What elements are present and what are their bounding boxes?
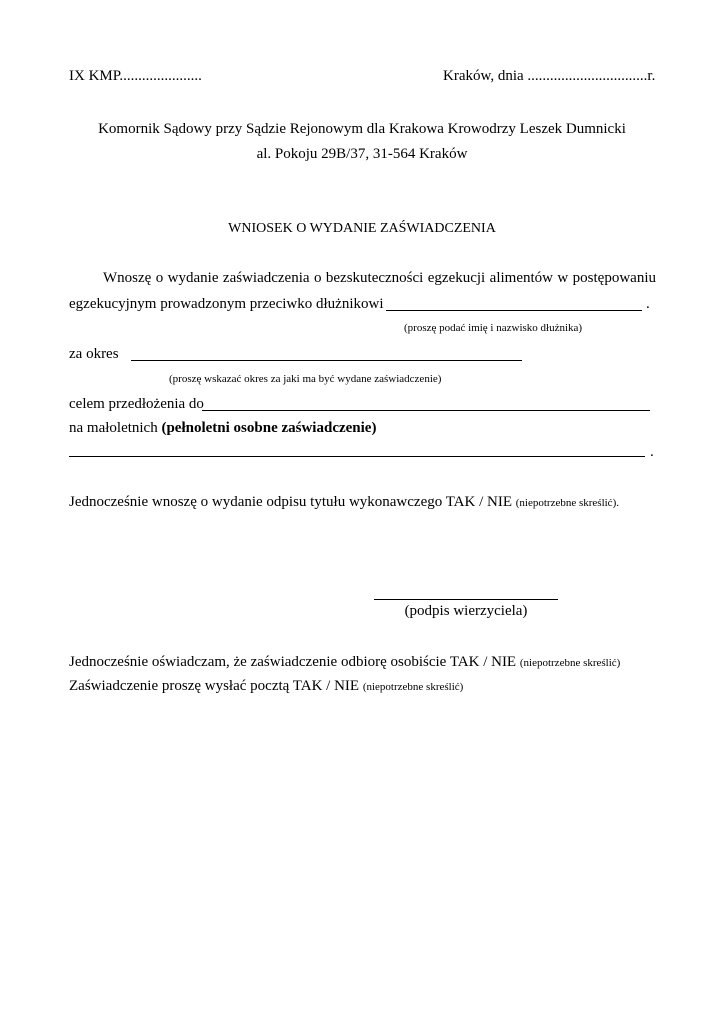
mail-hint: (niepotrzebne skreślić) bbox=[362, 681, 464, 693]
signature-line[interactable] bbox=[374, 585, 558, 600]
request-paragraph-line1: Wnoszę o wydanie zaświadczenia o bezskuteczności egzekucji alimentów w postępowaniu bbox=[103, 270, 656, 286]
debtor-label: egzekucyjnym prowadzonym przeciwko dłużnikowi bbox=[69, 296, 384, 312]
debtor-line-end: . bbox=[646, 296, 650, 312]
purpose-field[interactable] bbox=[202, 396, 650, 416]
place-and-date: Kraków, dnia ................................r. bbox=[443, 68, 656, 84]
period-field[interactable] bbox=[131, 346, 522, 366]
signature-label: (podpis wierzyciela) bbox=[404, 603, 528, 619]
document-title: WNIOSEK O WYDANIE ZAŚWIADCZENIA bbox=[228, 221, 496, 236]
debtor-name-line[interactable] bbox=[386, 296, 642, 311]
copy-request bbox=[69, 494, 619, 511]
extra-line[interactable] bbox=[69, 442, 645, 457]
purpose-line[interactable] bbox=[202, 396, 650, 411]
extra-line-end: . bbox=[650, 444, 654, 460]
case-reference: IX KMP...................... bbox=[69, 68, 202, 84]
signature-field[interactable] bbox=[374, 585, 558, 605]
extra-field[interactable] bbox=[69, 442, 645, 462]
period-line[interactable] bbox=[131, 346, 522, 361]
minors-bold-note: (pełnoletni osobne zaświadczenie) bbox=[161, 420, 377, 436]
bailiff-address: al. Pokoju 29B/37, 31-564 Kraków bbox=[256, 146, 468, 162]
minors-text: na małoletnich bbox=[69, 420, 162, 436]
pickup-hint: (niepotrzebne skreślić) bbox=[519, 657, 621, 669]
period-hint: (proszę wskazać okres za jaki ma być wydane zaświadczenie) bbox=[169, 373, 442, 385]
mail-text: Zaświadczenie proszę wysłać pocztą TAK / NIE bbox=[69, 678, 363, 694]
purpose-label: celem przedłożenia do bbox=[69, 396, 204, 412]
request-paragraph-line2 bbox=[69, 296, 384, 313]
pickup-declaration bbox=[69, 654, 620, 671]
period-label: za okres bbox=[69, 346, 119, 362]
minors-line bbox=[69, 420, 376, 437]
pickup-text: Jednocześnie oświadczam, że zaświadczenie odbiorę osobiście TAK / NIE bbox=[69, 654, 520, 670]
bailiff-name: Komornik Sądowy przy Sądzie Rejonowym dla Krakowa Krowodrzy Leszek Dumnicki bbox=[98, 121, 626, 137]
copy-request-text: Jednocześnie wnoszę o wydanie odpisu tytułu wykonawczego TAK / NIE bbox=[69, 494, 516, 510]
debtor-hint: (proszę podać imię i nazwisko dłużnika) bbox=[404, 322, 583, 334]
copy-request-hint: (niepotrzebne skreślić). bbox=[515, 497, 619, 509]
mail-declaration bbox=[69, 678, 463, 695]
debtor-name-field[interactable] bbox=[386, 296, 642, 316]
